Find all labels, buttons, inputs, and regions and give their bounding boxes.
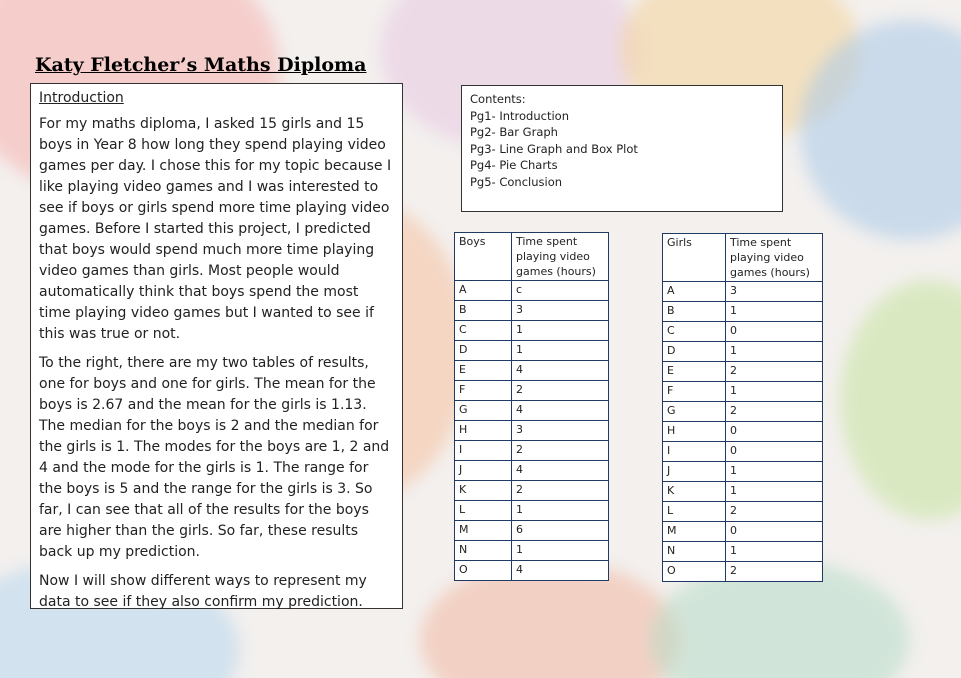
- table-cell: B: [455, 301, 512, 321]
- table-cell: 2: [726, 402, 823, 422]
- table-cell: K: [663, 482, 726, 502]
- table-cell: 4: [512, 561, 609, 581]
- table-row: [455, 321, 609, 341]
- table-row: [455, 541, 609, 561]
- table-row: [663, 482, 823, 502]
- table-cell: N: [663, 542, 726, 562]
- table-cell: C: [455, 321, 512, 341]
- column-header: Girls: [663, 234, 726, 282]
- table-header-row: [455, 233, 609, 281]
- table-cell: J: [455, 461, 512, 481]
- table-cell: O: [455, 561, 512, 581]
- table-cell: 1: [512, 341, 609, 361]
- table-cell: E: [455, 361, 512, 381]
- table-cell: M: [455, 521, 512, 541]
- table-cell: E: [663, 362, 726, 382]
- table-cell: 4: [512, 361, 609, 381]
- introduction-heading: Introduction: [39, 90, 124, 106]
- table-cell: 3: [512, 421, 609, 441]
- table-cell: 2: [512, 381, 609, 401]
- contents-item: Pg2- Bar Graph: [470, 125, 558, 139]
- table-cell: L: [663, 502, 726, 522]
- table-cell: I: [663, 442, 726, 462]
- table-cell: 0: [726, 322, 823, 342]
- table-row: [455, 521, 609, 541]
- table-row: [663, 342, 823, 362]
- table-cell: 0: [726, 442, 823, 462]
- contents-item: Pg5- Conclusion: [470, 174, 563, 189]
- table-cell: 4: [512, 461, 609, 481]
- table-row: [663, 562, 823, 582]
- table-row: [663, 502, 823, 522]
- table-cell: 1: [726, 482, 823, 502]
- table-cell: 1: [512, 501, 609, 521]
- table-row: [455, 481, 609, 501]
- table-cell: 2: [512, 481, 609, 501]
- table-row: [455, 401, 609, 421]
- table-row: [663, 462, 823, 482]
- table-row: [455, 441, 609, 461]
- table-cell: 1: [726, 382, 823, 402]
- table-cell: 0: [726, 422, 823, 442]
- table-cell: H: [455, 421, 512, 441]
- table-row: [455, 461, 609, 481]
- table-cell: O: [663, 562, 726, 582]
- page-title: Katy Fletcher’s Maths Diploma: [35, 54, 367, 76]
- table-cell: B: [663, 302, 726, 322]
- table-row: [455, 421, 609, 441]
- table-row: [455, 361, 609, 381]
- introduction-panel: [30, 83, 403, 609]
- table-row: [455, 341, 609, 361]
- table-row: [663, 322, 823, 342]
- table-cell: D: [455, 341, 512, 361]
- table-cell: D: [663, 342, 726, 362]
- table-row: [663, 382, 823, 402]
- table-cell: G: [455, 401, 512, 421]
- table-row: [455, 501, 609, 521]
- table-row: [663, 422, 823, 442]
- table-row: [455, 281, 609, 301]
- girls-results-table: [662, 233, 823, 582]
- column-header: Time spent playing video games (hours): [512, 233, 609, 281]
- table-cell: F: [455, 381, 512, 401]
- table-cell: 1: [512, 541, 609, 561]
- table-cell: G: [663, 402, 726, 422]
- table-row: [663, 282, 823, 302]
- contents-item: Pg3- Line Graph and Box Plot: [470, 141, 638, 156]
- table-cell: 2: [512, 441, 609, 461]
- table-header-row: [663, 234, 823, 282]
- table-row: [663, 402, 823, 422]
- table-cell: 6: [512, 521, 609, 541]
- table-row: [663, 522, 823, 542]
- table-cell: 1: [512, 321, 609, 341]
- table-cell: M: [663, 522, 726, 542]
- table-row: [455, 381, 609, 401]
- table-cell: A: [663, 282, 726, 302]
- table-cell: H: [663, 422, 726, 442]
- table-cell: 1: [726, 542, 823, 562]
- table-cell: K: [455, 481, 512, 501]
- table-cell: N: [455, 541, 512, 561]
- table-cell: J: [663, 462, 726, 482]
- table-cell: 1: [726, 342, 823, 362]
- table-row: [663, 442, 823, 462]
- table-cell: 4: [512, 401, 609, 421]
- table-cell: 3: [726, 282, 823, 302]
- table-row: [663, 542, 823, 562]
- contents-item: Pg4- Pie Charts: [470, 158, 558, 172]
- table-cell: 2: [726, 362, 823, 382]
- table-cell: A: [455, 281, 512, 301]
- table-cell: L: [455, 501, 512, 521]
- table-cell: 2: [726, 562, 823, 582]
- table-cell: C: [663, 322, 726, 342]
- table-cell: 0: [726, 522, 823, 542]
- contents-panel: [461, 85, 783, 212]
- table-cell: 2: [726, 502, 823, 522]
- table-cell: 1: [726, 302, 823, 322]
- table-row: [663, 302, 823, 322]
- table-cell: F: [663, 382, 726, 402]
- introduction-paragraph-3: Now I will show different ways to represent my data to see if they also confirm my prediction.: [39, 573, 367, 610]
- introduction-paragraph-1: For my maths diploma, I asked 15 girls and 15 boys in Year 8 how long they spend playing video games per day. I chose this for my topic because I like playing video games and I was interested to see if boys or girls spend more time playing video games. Before I started this project, I predicted that boys would spend much more time playing video games than girls. Most people would automatically think that boys spend the most time playing video games but I wanted to see if this was true or not.: [39, 116, 392, 342]
- table-cell: 3: [512, 301, 609, 321]
- table-row: [663, 362, 823, 382]
- table-row: [455, 561, 609, 581]
- table-cell: I: [455, 441, 512, 461]
- contents-item: Pg1- Introduction: [470, 108, 569, 123]
- column-header: Time spent playing video games (hours): [726, 234, 823, 282]
- table-cell: 1: [726, 462, 823, 482]
- column-header: Boys: [455, 233, 512, 281]
- table-row: [455, 301, 609, 321]
- introduction-paragraph-2: To the right, there are my two tables of results, one for boys and one for girls. The mean for the boys is 2.67 and the mean for the girls is 1.13. The median for the boys is 2 and the median for the girls is 1. The modes for the boys are 1, 2 and 4 and the mode for the girls is 1. The range for the boys is 5 and the range for the girls is 3. So far, I can see that all of the results for the boys are higher than the girls. So far, these results back up my prediction.: [39, 355, 390, 560]
- contents-heading: Contents:: [470, 92, 526, 106]
- table-cell: c: [512, 281, 609, 301]
- boys-results-table: [454, 232, 609, 581]
